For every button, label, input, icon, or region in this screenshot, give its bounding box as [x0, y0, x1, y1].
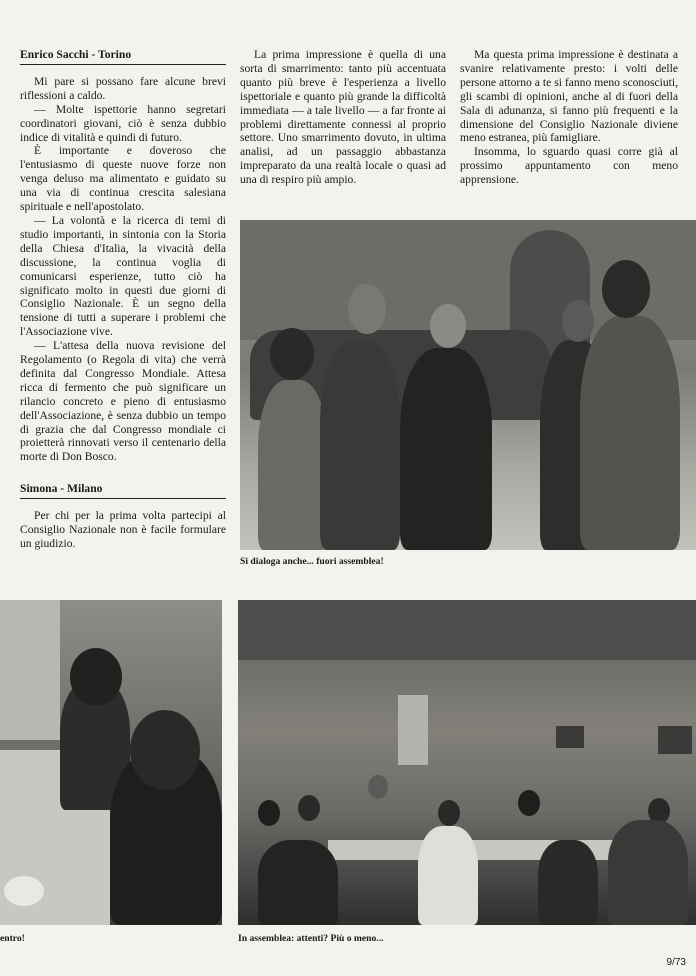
text-column-2: [240, 48, 446, 187]
photo-caption-1: Si dialoga anche... fuori assemblea!: [240, 556, 384, 567]
paragraph: La prima impressione è quella di una sorta di smarrimento: tanto più accentuata quanto più breve è l'esperienza a livello ispettoriale e quanto più grande la difficoltà immediata — a tale livello — a far fronte ai problemi direttamente connessi al proprio settore. Uno smarrimento dovuto, in ultima analisi, ad un passaggio abbastanza impreparato da una realtà locale o quasi ad una di respiro più ampio.: [240, 48, 446, 187]
page-number: 9/73: [666, 957, 686, 968]
paragraph: Per chi per la prima volta partecipi al Consiglio Nazionale non è facile formulare un giudizio.: [20, 509, 226, 550]
photo-dining-table: [0, 600, 222, 925]
paragraph: — La volontà e la ricerca di temi di studio importanti, in sintonia con la Storia della Chiesa d'Italia, la vivacità della discussione, la continua voglia di comunicarsi esperienze, tutto ciò ha significato molto in questi due giorni di Consiglio Nazionale. È un segno della tensione di tutti a superare i problemi che l'Associazione vive.: [20, 213, 226, 339]
author-heading-2: Simona - Milano: [20, 482, 226, 499]
photo-outdoor-conversation: [240, 220, 696, 550]
text-column-1: [20, 48, 226, 551]
photo-assembly-hall: [238, 600, 696, 925]
author-heading-1: Enrico Sacchi - Torino: [20, 48, 226, 65]
paragraph: Ma questa prima impressione è destinata a svanire relativamente presto: i volti delle persone attorno a te si fanno meno sconosciuti, gli scambi di opinioni, anche al di fuori della Sala di adunanza, si fanno più frequenti e la dimensione del Consiglio Nazionale diviene meno estranea, più famigliare.: [460, 48, 678, 145]
paragraph: — L'attesa della nuova revisione del Regolamento (o Regola di vita) che verrà definita dal Congresso Mondiale. Attesa ricca di fermento che può significare un rilancio concreto e pieno di entusiasmo dell'Associazione, è senza dubbio un tempo di grazia che dal Congresso mondiale ci proietterà rinnovati verso il centenario della morte di Don Bosco.: [20, 339, 226, 464]
paragraph: Mi pare si possano fare alcune brevi riflessioni a caldo.: [20, 74, 226, 102]
photo-caption-2: entro!: [0, 933, 25, 944]
paragraph: È importante e doveroso che l'entusiasmo di queste nuove forze non venga deluso ma alimentato e guidato su una via di continua crescita salesiana spirituale e nell'apostolato.: [20, 144, 226, 214]
text-column-3: [460, 48, 678, 187]
paragraph: Insomma, lo sguardo quasi corre già al prossimo appuntamento con meno apprensione.: [460, 145, 678, 187]
paragraph: — Molte ispettorie hanno segretari coordinatori giovani, ciò è senza dubbio indice di vitalità e quindi di futuro.: [20, 102, 226, 144]
photo-caption-3: In assemblea: attenti? Più o meno...: [238, 933, 384, 944]
